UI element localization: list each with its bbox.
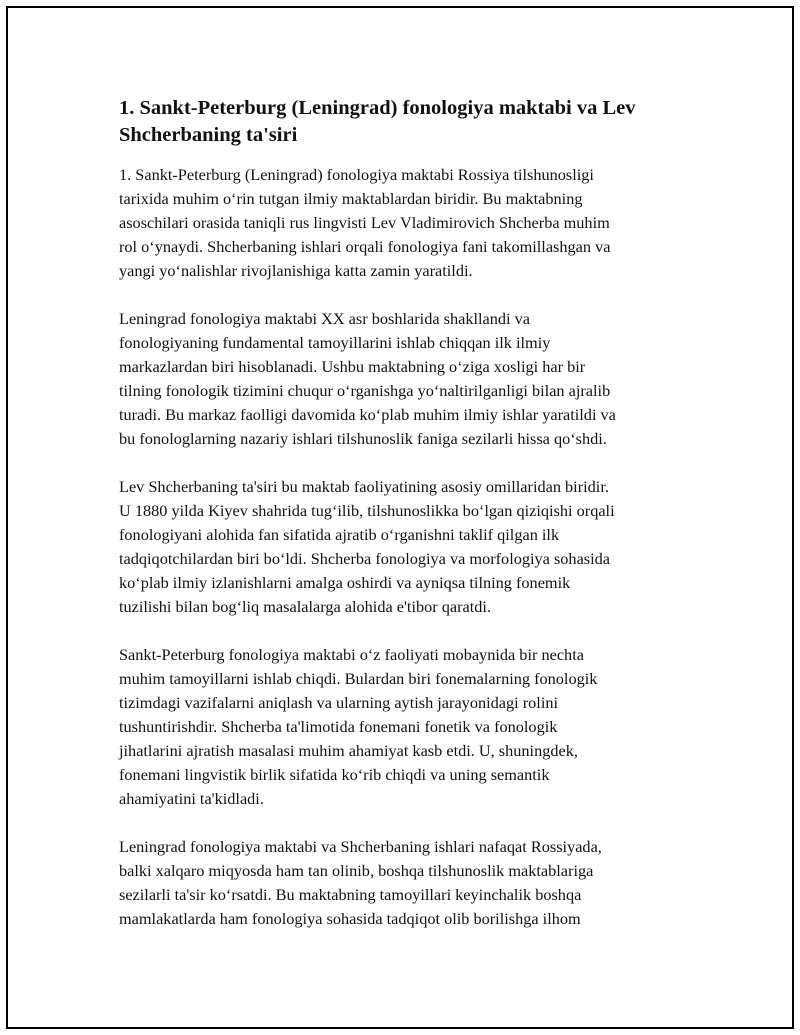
paragraph-5: Leningrad fonologiya maktabi va Shcherbaning ishlari nafaqat Rossiyada, balki xalqaro miqyosda ham tan olinib, boshqa tilshunoslik maktablariga sezilarli ta'sir ko‘rsatdi. Bu maktabning tamoyillari keyinchalik boshqa mamlakatlarda ham fonologiya sohasida tadqiqot olib borilishga ilhom: [119, 837, 602, 928]
paragraph-4: Sankt-Peterburg fonologiya maktabi o‘z faoliyati mobaynida bir nechta muhim tamoyillarni ishlab chiqdi. Bulardan biri fonemalarning fonologik tizimdagi vazifalarni aniqlash va ularning aytish jarayonidagi rolini tushuntirishdir. Shcherba ta'limotida fonemani fonetik va fonologik jihatlarini ajratish masalasi muhim ahamiyat kasb etdi. U, shuningdek, fonemani lingvistik birlik sifatida ko‘rib chiqdi va uning semantik ahamiyatini ta'kidladi.: [119, 645, 598, 808]
paragraph-3: Lev Shcherbaning ta'siri bu maktab faoliyatining asosiy omillaridan biridir. U 1880 yilda Kiyev shahrida tug‘ilib, tilshunoslikka bo‘lgan qiziqishi orqali fonologiyani alohida fan sifatida ajratib o‘rganishni taklif qilgan ilk tadqiqotchilardan biri bo‘ldi. Shcherba fonologiya va morfologiya sohasida ko‘plab ilmiy izlanishlarni amalga oshirdi va ayniqsa tilning fonemik tuzilishi bilan bog‘liq masalalarga alohida e'tibor qaratdi.: [119, 477, 615, 616]
document-body: [119, 95, 689, 931]
document-title: 1. Sankt-Peterburg (Leningrad) fonologiya maktabi va Lev Shcherbaning ta'siri: [119, 97, 636, 146]
paragraph-1: 1. Sankt-Peterburg (Leningrad) fonologiya maktabi Rossiya tilshunosligi tarixida muhim o‘rin tutgan ilmiy maktablardan biridir. Bu maktabning asoschilari orasida taniqli rus lingvisti Lev Vladimirovich Shcherba muhim rol o‘ynaydi. Shcherbaning ishlari orqali fonologiya fani takomillashgan va yangi yo‘nalishlar rivojlanishiga katta zamin yaratildi.: [119, 165, 611, 280]
page-frame: [6, 6, 794, 1029]
paragraph-2: Leningrad fonologiya maktabi XX asr boshlarida shakllandi va fonologiyaning fundamental tamoyillarini ishlab chiqqan ilk ilmiy markazlardan biri hisoblanadi. Ushbu maktabning o‘ziga xosligi har bir tilning fonologik tizimini chuqur o‘rganishga yo‘naltirilganligi bilan ajralib turadi. Bu markaz faolligi davomida ko‘plab muhim ilmiy ishlar yaratildi va bu fonologlarning nazariy ishlari tilshunoslik faniga sezilarli hissa qo‘shdi.: [119, 309, 616, 448]
